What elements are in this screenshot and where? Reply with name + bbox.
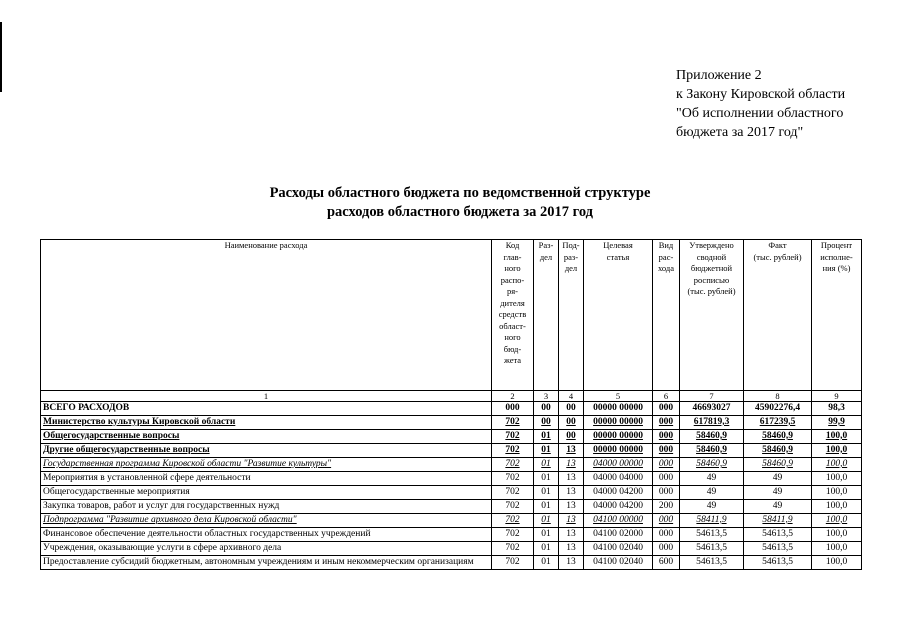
section-cell: 01	[534, 472, 559, 486]
target-cell: 00000 00000	[584, 402, 653, 416]
target-cell: 00000 00000	[584, 430, 653, 444]
row-name-cell: Финансовое обеспечение деятельности областных государственных учреждений	[41, 528, 492, 542]
type-cell: 000	[653, 444, 680, 458]
percent-cell: 100,0	[812, 430, 862, 444]
subsection-cell: 13	[559, 486, 584, 500]
header-line: ря-	[507, 286, 518, 296]
header-line: сводной	[696, 251, 727, 262]
document-title	[200, 184, 720, 222]
code-cell: 702	[492, 472, 534, 486]
row-name-cell: ВСЕГО РАСХОДОВ	[41, 402, 492, 416]
appendix-line: бюджета за 2017 год"	[676, 125, 804, 140]
header-line: статья	[606, 251, 630, 262]
section-cell: 01	[534, 486, 559, 500]
code-cell: 702	[492, 486, 534, 500]
row-name-cell: Мероприятия в установленной сфере деятельности	[41, 472, 492, 486]
header-line: Факт	[768, 240, 787, 250]
percent-cell: 99,9	[812, 416, 862, 430]
approved-cell: 49	[680, 486, 744, 500]
row-name-cell: Другие общегосударственные вопросы	[41, 444, 492, 458]
row-name-cell: Общегосударственные вопросы	[41, 430, 492, 444]
type-cell: 600	[653, 556, 680, 570]
code-cell: 702	[492, 416, 534, 430]
header-line: област-	[499, 320, 526, 331]
fact-cell: 49	[744, 500, 812, 514]
section-cell: 00	[534, 402, 559, 416]
code-cell: 702	[492, 528, 534, 542]
section-cell: 01	[534, 458, 559, 472]
percent-cell: 100,0	[812, 444, 862, 458]
section-cell: 01	[534, 528, 559, 542]
fact-cell: 58411,9	[744, 514, 812, 528]
header-percent	[812, 240, 862, 391]
type-cell: 000	[653, 430, 680, 444]
type-cell: 200	[653, 500, 680, 514]
header-line: хода	[657, 263, 675, 273]
subsection-cell: 13	[559, 542, 584, 556]
appendix-line: Приложение 2	[676, 68, 762, 83]
table-row	[41, 472, 862, 486]
code-cell: 702	[492, 458, 534, 472]
target-cell: 04000 04200	[584, 486, 653, 500]
section-cell: 01	[534, 500, 559, 514]
section-cell: 01	[534, 514, 559, 528]
header-expense-type	[653, 240, 680, 391]
section-cell: 01	[534, 556, 559, 570]
target-cell: 04100 02000	[584, 528, 653, 542]
code-cell: 000	[492, 402, 534, 416]
percent-cell: 100,0	[812, 458, 862, 472]
target-cell: 04000 04200	[584, 500, 653, 514]
table-header-row	[41, 240, 862, 391]
subsection-cell: 13	[559, 528, 584, 542]
target-cell: 04100 02040	[584, 556, 653, 570]
percent-cell: 100,0	[812, 500, 862, 514]
row-name-cell: Министерство культуры Кировской области	[41, 416, 492, 430]
header-line: Целевая	[603, 240, 633, 250]
percent-cell: 98,3	[812, 402, 862, 416]
header-fact	[744, 240, 812, 391]
section-cell: 01	[534, 430, 559, 444]
subsection-cell: 13	[559, 472, 584, 486]
column-number: 9	[812, 391, 862, 402]
column-number: 5	[584, 391, 653, 402]
row-name-cell: Закупка товаров, работ и услуг для государственных нужд	[41, 500, 492, 514]
subsection-cell: 13	[559, 556, 584, 570]
header-target	[584, 240, 653, 391]
approved-cell: 58411,9	[680, 514, 744, 528]
fact-cell: 58460,9	[744, 444, 812, 458]
header-line: распо-	[500, 274, 525, 285]
approved-cell: 54613,5	[680, 528, 744, 542]
subsection-cell: 13	[559, 500, 584, 514]
percent-cell: 100,0	[812, 542, 862, 556]
type-cell: 000	[653, 458, 680, 472]
type-cell: 000	[653, 542, 680, 556]
table-row	[41, 542, 862, 556]
header-line: росписью	[693, 274, 730, 285]
header-line: Утверждено	[689, 240, 734, 250]
expenditure-table	[40, 239, 862, 570]
approved-cell: 58460,9	[680, 430, 744, 444]
target-cell: 04100 02040	[584, 542, 653, 556]
header-line: дел	[564, 263, 578, 273]
table-row	[41, 514, 862, 528]
target-cell: 00000 00000	[584, 444, 653, 458]
table-row	[41, 500, 862, 514]
percent-cell: 100,0	[812, 514, 862, 528]
code-cell: 702	[492, 514, 534, 528]
target-cell: 04000 00000	[584, 458, 653, 472]
percent-cell: 100,0	[812, 528, 862, 542]
row-name-cell: Общегосударственные мероприятия	[41, 486, 492, 500]
type-cell: 000	[653, 402, 680, 416]
table-row	[41, 444, 862, 458]
table-row	[41, 486, 862, 500]
header-line: Код	[505, 240, 520, 250]
table-row	[41, 416, 862, 430]
code-cell: 702	[492, 556, 534, 570]
header-line: исполне-	[820, 251, 853, 262]
column-numbers-row	[41, 391, 862, 402]
header-approved	[680, 240, 744, 391]
approved-cell: 58460,9	[680, 458, 744, 472]
subsection-cell: 13	[559, 458, 584, 472]
fact-cell: 49	[744, 486, 812, 500]
header-line: Раз-	[538, 240, 554, 250]
target-cell: 04000 04000	[584, 472, 653, 486]
column-number: 3	[534, 391, 559, 402]
header-line: (тыс. рублей)	[753, 251, 802, 262]
fact-cell: 58460,9	[744, 430, 812, 444]
type-cell: 000	[653, 472, 680, 486]
title-line-2: расходов областного бюджета за 2017 год	[326, 204, 594, 220]
target-cell: 00000 00000	[584, 416, 653, 430]
type-cell: 000	[653, 514, 680, 528]
subsection-cell: 00	[559, 430, 584, 444]
fact-cell: 45902276,4	[744, 402, 812, 416]
header-line: бюд-	[503, 343, 522, 354]
code-cell: 702	[492, 500, 534, 514]
fact-cell: 49	[744, 472, 812, 486]
header-line: дел	[539, 251, 553, 262]
approved-cell: 617819,3	[680, 416, 744, 430]
approved-cell: 54613,5	[680, 542, 744, 556]
target-cell: 04100 00000	[584, 514, 653, 528]
fact-cell: 54613,5	[744, 528, 812, 542]
approved-cell: 58460,9	[680, 444, 744, 458]
fact-cell: 617239,5	[744, 416, 812, 430]
fact-cell: 58460,9	[744, 458, 812, 472]
column-number: 8	[744, 391, 812, 402]
header-line: (тыс. рублей)	[687, 286, 736, 296]
type-cell: 000	[653, 486, 680, 500]
table-body	[41, 402, 862, 570]
code-cell: 702	[492, 430, 534, 444]
header-line: ния (%)	[822, 263, 851, 273]
approved-cell: 49	[680, 472, 744, 486]
type-cell: 000	[653, 416, 680, 430]
table-row	[41, 528, 862, 542]
appendix-line: к Закону Кировской области	[676, 87, 846, 102]
header-line: жета	[503, 355, 522, 365]
table-row	[41, 556, 862, 570]
section-cell: 00	[534, 416, 559, 430]
column-number: 7	[680, 391, 744, 402]
type-cell: 000	[653, 528, 680, 542]
code-cell: 702	[492, 542, 534, 556]
subsection-cell: 13	[559, 514, 584, 528]
percent-cell: 100,0	[812, 472, 862, 486]
column-number: 2	[492, 391, 534, 402]
header-line: глав-	[503, 251, 522, 262]
appendix-note	[676, 66, 886, 142]
title-line-1: Расходы областного бюджета по ведомственной структуре	[269, 185, 651, 201]
percent-cell: 100,0	[812, 486, 862, 500]
row-name-cell: Учреждения, оказывающие услуги в сфере архивного дела	[41, 542, 492, 556]
approved-cell: 54613,5	[680, 556, 744, 570]
header-line: ного	[504, 263, 521, 273]
row-name-cell: Предоставление субсидий бюджетным, автономным учреждениям и иным некоммерческим организациям	[41, 556, 492, 570]
table-row	[41, 402, 862, 416]
fact-cell: 54613,5	[744, 542, 812, 556]
margin-rule	[0, 22, 2, 92]
fact-cell: 54613,5	[744, 556, 812, 570]
row-name-cell: Подпрограмма "Развитие архивного дела Кировской области"	[41, 514, 492, 528]
header-code	[492, 240, 534, 391]
approved-cell: 49	[680, 500, 744, 514]
subsection-cell: 13	[559, 444, 584, 458]
header-line: Вид	[658, 240, 674, 250]
column-number: 4	[559, 391, 584, 402]
header-subsection	[559, 240, 584, 391]
header-line: раз-	[563, 251, 579, 262]
section-cell: 01	[534, 542, 559, 556]
section-cell: 01	[534, 444, 559, 458]
header-line: Процент	[820, 240, 853, 250]
header-line: Под-	[562, 240, 580, 250]
approved-cell: 46693027	[680, 402, 744, 416]
subsection-cell: 00	[559, 402, 584, 416]
column-number: 6	[653, 391, 680, 402]
header-name: Наименование расхода	[41, 240, 492, 391]
code-cell: 702	[492, 444, 534, 458]
header-section	[534, 240, 559, 391]
header-line: средств	[498, 309, 527, 319]
header-line: бюджетной	[690, 263, 733, 273]
column-number: 1	[41, 391, 492, 402]
header-line: дителя	[500, 297, 525, 308]
table-row	[41, 458, 862, 472]
row-name-cell: Государственная программа Кировской области "Развитие культуры"	[41, 458, 492, 472]
header-line: ного	[504, 332, 521, 342]
table-row	[41, 430, 862, 444]
subsection-cell: 00	[559, 416, 584, 430]
appendix-line: "Об исполнении областного	[676, 106, 844, 121]
percent-cell: 100,0	[812, 556, 862, 570]
header-line: рас-	[658, 251, 674, 262]
